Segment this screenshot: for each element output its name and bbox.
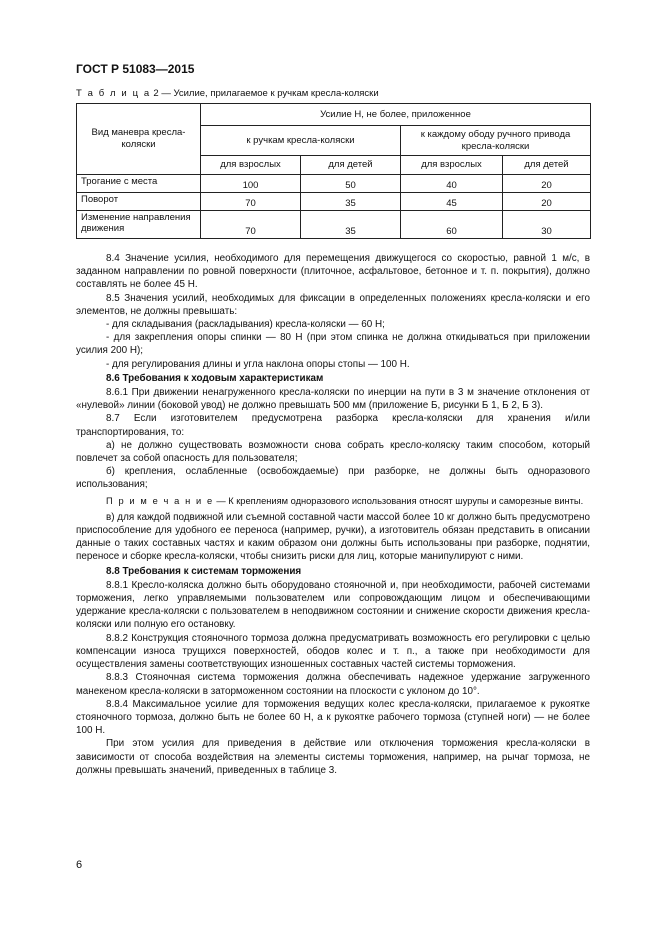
cell-value: 35 [301,211,401,239]
cell-value: 35 [301,193,401,211]
cell-value: 30 [503,211,591,239]
note [76,495,590,508]
paragraph-final: При этом усилия для приведения в действие или отключения торможения кресла-коляски в зависимости от способа воздействия на элементы системы торможения, например, на рычаг тормоза, не должны превышать значений, приведенных в таблице 3. [76,738,590,776]
table-caption-text: 2 — Усилие, прилагаемое к ручкам кресла-коляски [153,88,379,99]
list-item: в) для каждой подвижной или съемной составной части массой более 10 кг должно быть предусмотрено приспособление для удобного ее переноса (например, ручки), а изготовитель обязан представить в описании данные о таких составных частях и каким образом они должны быть использованы при разборке, поднятии, переносе и сборке кресла-коляски, чтобы снизить риски для лиц, которые манипулируют с ними. [76,511,590,563]
header-children: для детей [503,156,591,175]
header-children: для детей [301,156,401,175]
list-item: а) не должно существовать возможности снова собрать кресло-коляску таким способом, который повлечет за собой опасность для пользователя; [76,439,590,465]
note-text: — К креплениям одноразового использования относят шурупы и саморезные винты. [213,495,584,506]
cell-value: 20 [503,175,591,193]
cell-value: 60 [401,211,503,239]
list-item: - для складывания (раскладывания) кресла-коляски — 60 Н; [106,319,385,331]
force-table [76,103,591,239]
header-rims: к каждому ободу ручного привода кресла-коляски [401,126,591,156]
cell-value: 50 [301,175,401,193]
list-item: - для регулирования длины и угла наклона опоры стопы — 100 Н. [106,358,410,370]
table-row [77,193,591,211]
section-heading-8-6: 8.6 Требования к ходовым характеристикам [106,372,324,384]
paragraph-8-8-2: 8.8.2 Конструкция стояночного тормоза должна предусматривать возможность его регулировки с целью компенсации износа трущихся поверхностей, ободов колес и т. п., а также при необходимости для осуществления замены соответствующих изношенных составных частей системы торможения. [76,632,590,671]
list-item: - для закрепления опоры спинки — 80 Н (при этом спинка не должна откидываться при приложении усилия 200 Н); [76,332,590,357]
table-caption-label: Т а б л и ц а [76,88,151,99]
section-heading-8-8: 8.8 Требования к системам торможения [106,565,302,577]
header-force: Усилие Н, не более, приложенное [201,104,591,126]
cell-value: 70 [201,211,301,239]
paragraph-8-8-4: 8.8.4 Максимальное усилие для торможения ведущих колес кресла-коляски, прилагаемое к рукоятке стояночного тормоза, должно быть не более 60 Н, а к рукоятке рабочего тормоза (ступней ноги) — не более 100 Н. [76,698,590,737]
cell-value: 45 [401,193,503,211]
row-label: Трогание с места [77,175,201,193]
document-header: ГОСТ Р 51083—2015 [76,62,195,76]
paragraph-8-7: 8.7 Если изготовителем предусмотрена разборка кресла-коляски для хранения и/или транспортирования, то: [76,413,590,438]
row-label: Изменение направления движения [77,211,201,239]
cell-value: 70 [201,193,301,211]
header-adults: для взрослых [401,156,503,175]
paragraph-8-4: 8.4 Значение усилия, необходимого для перемещения движущегося со скоростью, равной 1 м/с, в заданном направлении по ровной поверхности (плиточное, асфальтовое, бетонное и т. п. покрытия), должно составлять не более 45 Н. [76,253,590,291]
cell-value: 20 [503,193,591,211]
table-row [77,175,591,193]
header-handles: к ручкам кресла-коляски [201,126,401,156]
paragraph-8-8-1: 8.8.1 Кресло-коляска должно быть оборудовано стояночной и, при необходимости, рабочей системами торможения, легко управляемыми пользователем или сопровождающим лицом и обеспечивающими удержание кресла-коляски с пользователем в неподвижном состоянии и снижение скорости движения кресла-коляски или полную его остановку. [76,579,590,631]
cell-value: 100 [201,175,301,193]
list-item: б) крепления, ослабленные (освобождаемые) при разборке, не должны быть одноразового использования; [76,466,590,491]
header-maneuver: Вид маневра кресла-коляски [77,104,201,175]
table-row [77,211,591,239]
document-body [76,252,590,777]
paragraph-8-5: 8.5 Значения усилий, необходимых для фиксации в определенных положениях кресла-коляски и его элементов, не должны превышать: [76,292,590,317]
note-label: П р и м е ч а н и е [106,495,214,506]
page-number: 6 [76,859,83,871]
cell-value: 40 [401,175,503,193]
paragraph-8-6-1: 8.6.1 При движении ненагруженного кресла-коляски по инерции на пути в 3 м значение отклонения от «нулевой» линии (боковой увод) не должно превышать 500 мм (приложение Б, рисунки Б 1, Б 2, Б 3). [76,387,590,412]
header-adults: для взрослых [201,156,301,175]
row-label: Поворот [77,193,201,211]
paragraph-8-8-3: 8.8.3 Стояночная система торможения должна обеспечивать надежное удержание загруженного манекеном кресла-коляски в заторможенном состоянии на плоскости с уклоном до 10°. [76,672,590,697]
table-caption [76,88,379,99]
